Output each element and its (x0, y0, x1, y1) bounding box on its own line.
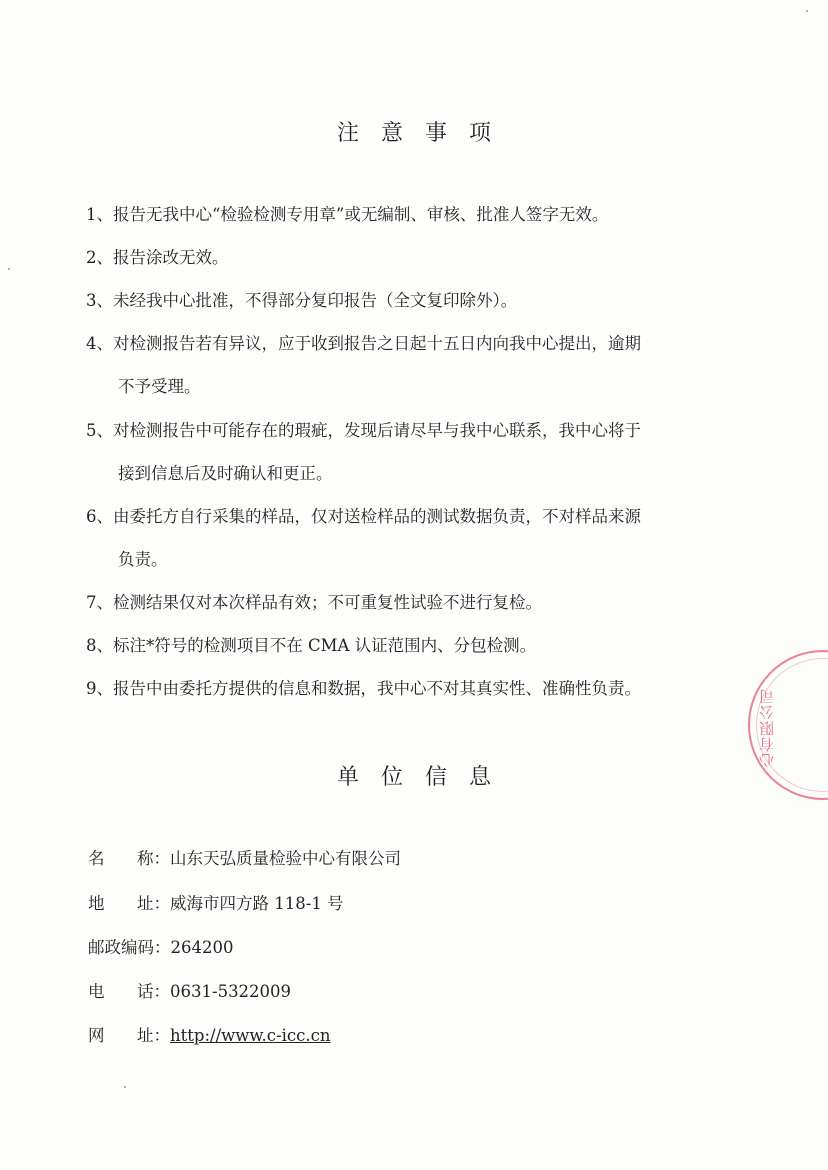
unit-phone-value: 0631-5322009 (170, 982, 292, 1001)
notice-item-3: 3、未经我中心批准，不得部分复印报告（全文复印除外）。 (86, 291, 518, 310)
notice-item-1: 1、报告无我中心“检验检测专用章”或无编制、审核、批准人签字无效。 (86, 205, 609, 224)
unit-postcode-row (88, 937, 234, 959)
notice-item-5: 5、对检测报告中可能存在的瑕疵，发现后请尽早与我中心联系，我中心将于 (86, 421, 641, 440)
unit-address-row (88, 893, 344, 915)
notice-item-4-continued: 不予受理。 (118, 377, 201, 396)
notice-item-6-continued: 负责。 (118, 550, 168, 569)
notice-item-4: 4、对检测报告若有异议，应于收到报告之日起十五日内向我中心提出，逾期 (86, 334, 641, 353)
notice-item-7: 7、检测结果仅对本次样品有效；不可重复性试验不进行复检。 (86, 593, 542, 612)
notice-item-8: 8、标注*符号的检测项目不在 CMA 认证范围内、分包检测。 (86, 636, 537, 655)
notice-item-2: 2、报告涂改无效。 (86, 248, 229, 267)
unit-name-label: 名 称： (88, 849, 170, 868)
unit-website-row (88, 1025, 330, 1047)
unit-website-link[interactable]: http://www.c-icc.cn (170, 1026, 331, 1045)
unit-info-title: 单位信息 (336, 765, 513, 790)
seal-text: 心有限公司 (758, 688, 776, 768)
unit-website-label: 网 址： (88, 1026, 170, 1045)
notice-item-9: 9、报告中由委托方提供的信息和数据，我中心不对其真实性、准确性负责。 (86, 679, 641, 698)
unit-name-row (88, 848, 401, 870)
notice-title: 注意事项 (336, 121, 513, 146)
unit-address-value: 威海市四方路 118-1 号 (170, 894, 344, 913)
notice-item-6: 6、由委托方自行采集的样品，仅对送检样品的测试数据负责，不对样品来源 (86, 507, 641, 526)
unit-address-label: 地 址： (88, 894, 170, 913)
scan-speck (8, 268, 10, 270)
scan-speck (124, 1086, 126, 1088)
unit-postcode-label: 邮政编码： (88, 938, 171, 957)
unit-phone-row (88, 981, 291, 1003)
scan-speck (806, 10, 808, 12)
unit-phone-label: 电 话： (88, 982, 170, 1001)
unit-name-value: 山东天弘质量检验中心有限公司 (170, 849, 401, 868)
unit-postcode-value: 264200 (170, 938, 234, 957)
notice-item-5-continued: 接到信息后及时确认和更正。 (118, 464, 333, 483)
